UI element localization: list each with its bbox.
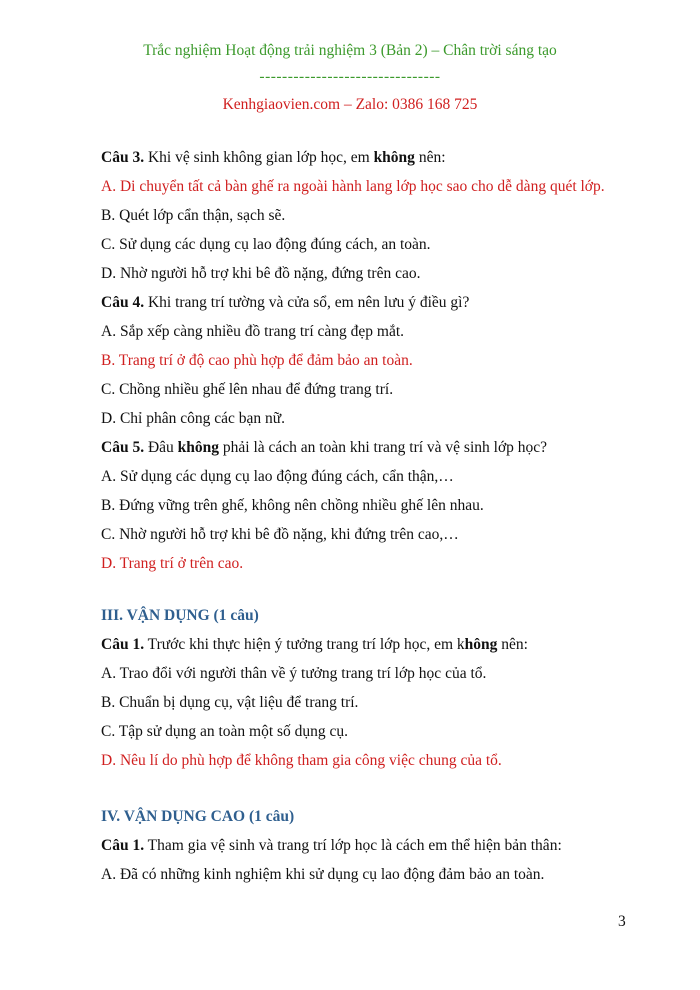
question-5-stem-bold: không	[177, 439, 220, 456]
section-4-question-1-stem	[101, 831, 661, 860]
section-4-question-1-label: Câu 1.	[101, 837, 145, 854]
section-3-question-1-option-b: B. Chuẩn bị dụng cụ, vật liệu để trang trí.	[101, 694, 359, 711]
question-3-option-b: B. Quét lớp cẩn thận, sạch sẽ.	[101, 207, 286, 224]
header-contact: Kenhgiaovien.com – Zalo: 0386 168 725	[222, 96, 478, 113]
section-3-question-1-option-c: C. Tập sử dụng an toàn một số dụng cụ.	[101, 723, 349, 740]
question-3-option-a: A. Di chuyển tất cả bàn ghế ra ngoài hành lang lớp học sao cho dễ dàng quét lớp.	[101, 178, 605, 195]
section-3-heading: III. VẬN DỤNG (1 câu)	[101, 607, 259, 624]
question-4-stem	[101, 288, 661, 317]
question-5-option-b: B. Đứng vững trên ghế, không nên chồng nhiều ghế lên nhau.	[101, 497, 484, 514]
question-5-stem-text-b: phải là cách an toàn khi trang trí và vệ sinh lớp học?	[219, 439, 548, 456]
question-4-stem-text: Khi trang trí tường và cửa sổ, em nên lưu ý điều gì?	[144, 294, 470, 311]
question-3-stem	[101, 143, 661, 172]
question-5-label: Câu 5.	[101, 439, 145, 456]
question-3-option-d: D. Nhờ người hỗ trợ khi bê đồ nặng, đứng trên cao.	[101, 265, 421, 282]
question-4-option-b: B. Trang trí ở độ cao phù hợp để đảm bảo an toàn.	[101, 352, 413, 369]
question-4-option-d: D. Chỉ phân công các bạn nữ.	[101, 410, 286, 427]
question-3-stem-text-a: Khi vệ sinh không gian lớp học, em	[144, 149, 374, 166]
question-4-label: Câu 4.	[101, 294, 145, 311]
section-4-question-1-stem-text: Tham gia vệ sinh và trang trí lớp học là cách em thể hiện bản thân:	[144, 837, 562, 854]
section-3-question-1-stem-text-b: nên:	[497, 636, 528, 653]
spacer	[101, 578, 661, 601]
question-content	[101, 143, 661, 889]
question-5-option-c: C. Nhờ người hỗ trợ khi bê đồ nặng, khi đứng trên cao,…	[101, 526, 459, 543]
question-5-option-a: A. Sử dụng các dụng cụ lao động đúng cách, cẩn thận,…	[101, 468, 454, 485]
section-3-question-1-option-d: D. Nêu lí do phù hợp để không tham gia công việc chung của tổ.	[101, 752, 502, 769]
question-3-stem-text-b: nên:	[414, 149, 446, 166]
section-3-question-1-stem-bold: hông	[464, 636, 498, 653]
page-number: 3	[618, 913, 626, 930]
question-3-label: Câu 3.	[101, 149, 145, 166]
section-3-question-1-option-a: A. Trao đổi với người thân về ý tưởng trang trí lớp học của tổ.	[101, 665, 487, 682]
section-4-heading: IV. VẬN DỤNG CAO (1 câu)	[101, 808, 295, 825]
section-3-question-1-stem	[101, 630, 661, 659]
question-4-option-a: A. Sắp xếp càng nhiều đồ trang trí càng đẹp mắt.	[101, 323, 405, 340]
section-3-question-1-stem-text-a: Trước khi thực hiện ý tưởng trang trí lớp học, em k	[144, 636, 465, 653]
question-4-option-c: C. Chồng nhiều ghế lên nhau để đứng trang trí.	[101, 381, 394, 398]
header-divider: --------------------------------	[259, 68, 441, 85]
question-3-stem-bold: không	[373, 149, 415, 166]
header-title: Trắc nghiệm Hoạt động trải nghiệm 3 (Bản 2) – Chân trời sáng tạo	[143, 42, 557, 59]
section-3-question-1-label: Câu 1.	[101, 636, 145, 653]
spacer	[101, 775, 661, 802]
question-5-option-d: D. Trang trí ở trên cao.	[101, 555, 244, 572]
question-3-option-c: C. Sử dụng các dụng cụ lao động đúng cách, an toàn.	[101, 236, 431, 253]
question-5-stem	[101, 433, 661, 462]
question-5-stem-text-a: Đâu	[144, 439, 178, 456]
section-4-question-1-option-a: A. Đã có những kinh nghiệm khi sử dụng cụ lao động đảm bảo an toàn.	[101, 866, 545, 883]
